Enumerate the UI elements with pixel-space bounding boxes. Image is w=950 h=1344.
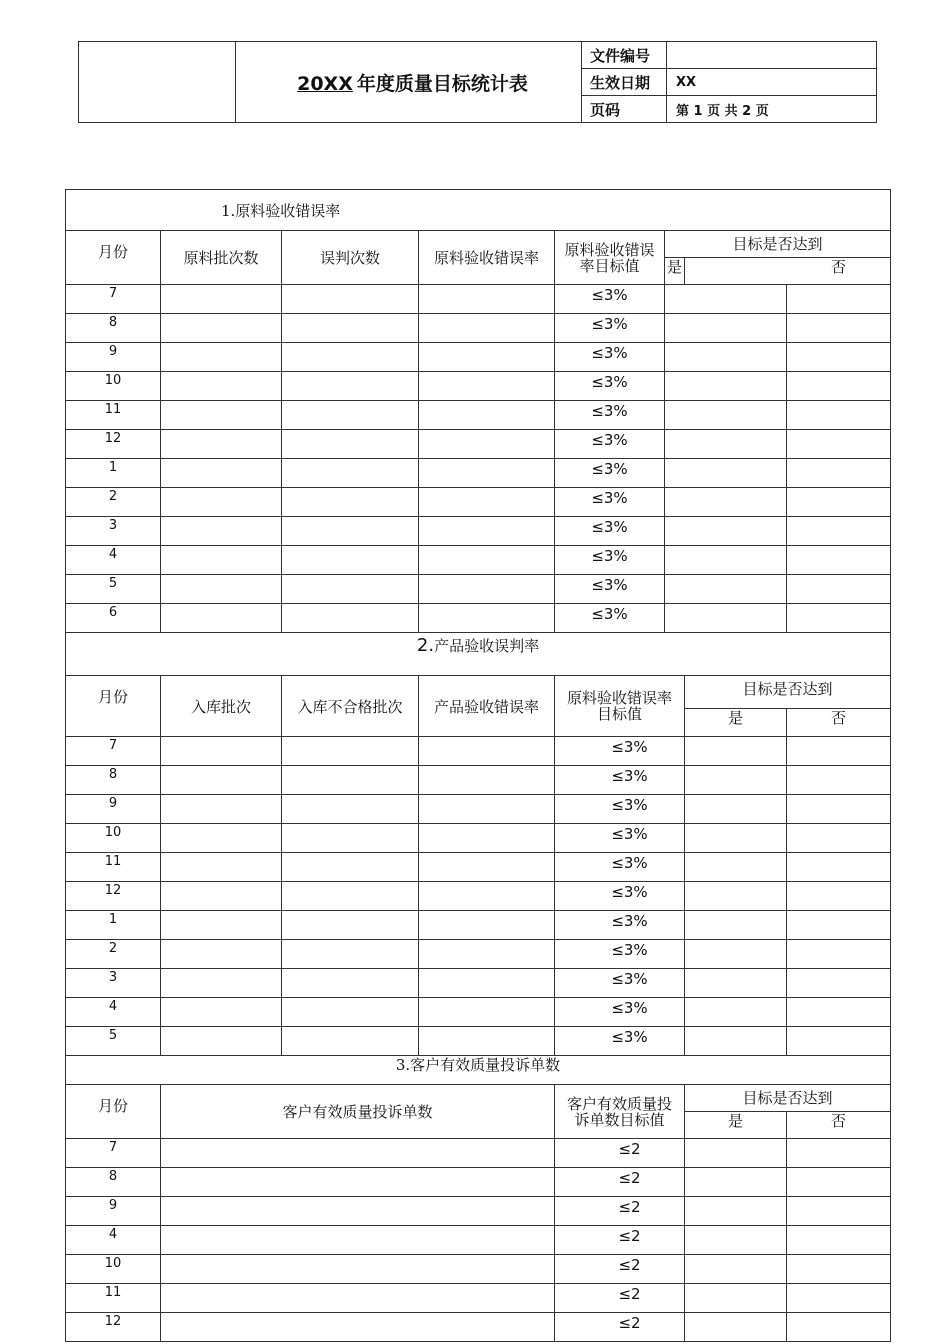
value-cell-2[interactable] <box>282 795 419 824</box>
column-header-3: 产品验收错误率 <box>419 676 555 737</box>
yes-column-header: 是 <box>685 1112 787 1139</box>
month-cell: 11 <box>66 401 161 430</box>
no-column-header: 否 <box>787 1112 891 1139</box>
value-cell-1[interactable] <box>161 459 282 488</box>
table-row <box>66 488 891 517</box>
value-cell-2[interactable] <box>282 488 419 517</box>
table-row <box>66 1313 891 1342</box>
title-text: 年度质量目标统计表 <box>356 72 528 95</box>
target-cell: ≤2 <box>555 1226 685 1255</box>
value-cell-3[interactable] <box>419 1027 555 1056</box>
complaints-cell[interactable] <box>161 1139 555 1168</box>
complaints-cell[interactable] <box>161 1168 555 1197</box>
column-header-3: 原料验收错误率 <box>419 231 555 285</box>
achieved-column-header: 目标是否达到 <box>685 1085 891 1112</box>
value-cell-1[interactable] <box>161 882 282 911</box>
yes-column-header: 是 <box>665 258 685 285</box>
yes-cell[interactable] <box>665 401 787 430</box>
yes-cell[interactable] <box>685 1255 787 1284</box>
target-cell: ≤2 <box>555 1139 685 1168</box>
value-cell-3[interactable] <box>419 969 555 998</box>
section-3-title-row <box>66 1056 891 1085</box>
value-cell-2[interactable] <box>282 1027 419 1056</box>
no-cell[interactable] <box>787 766 891 795</box>
section-1-title-row <box>66 190 891 231</box>
month-cell: 6 <box>66 604 161 633</box>
value-cell-3[interactable] <box>419 737 555 766</box>
effective-date-value: XX <box>667 69 877 96</box>
month-cell: 8 <box>66 766 161 795</box>
target-cell: ≤3% <box>555 795 685 824</box>
month-cell: 9 <box>66 343 161 372</box>
value-cell-1[interactable] <box>161 314 282 343</box>
section-2-title-row <box>66 633 891 676</box>
month-cell: 9 <box>66 1197 161 1226</box>
value-cell-1[interactable] <box>161 604 282 633</box>
value-cell-1[interactable] <box>161 575 282 604</box>
no-column-header: 否 <box>685 258 891 285</box>
no-cell[interactable] <box>787 795 891 824</box>
no-column-header: 否 <box>787 709 891 737</box>
yes-column-header: 是 <box>685 709 787 737</box>
no-cell[interactable] <box>787 1255 891 1284</box>
month-cell: 3 <box>66 517 161 546</box>
target-cell: ≤3% <box>555 372 665 401</box>
no-cell[interactable] <box>787 285 891 314</box>
no-cell[interactable] <box>787 1027 891 1056</box>
month-cell: 4 <box>66 546 161 575</box>
month-cell: 12 <box>66 430 161 459</box>
no-cell[interactable] <box>787 969 891 998</box>
yes-cell[interactable] <box>685 824 787 853</box>
value-cell-1[interactable] <box>161 285 282 314</box>
target-cell: ≤3% <box>555 575 665 604</box>
value-cell-3[interactable] <box>419 795 555 824</box>
table-row <box>66 343 891 372</box>
target-cell: ≤3% <box>555 488 665 517</box>
value-cell-3[interactable] <box>419 430 555 459</box>
month-cell: 11 <box>66 853 161 882</box>
yes-cell[interactable] <box>685 1313 787 1342</box>
page-number-label: 页码 <box>582 96 667 123</box>
yes-cell[interactable] <box>665 430 787 459</box>
yes-cell[interactable] <box>685 853 787 882</box>
month-cell: 10 <box>66 372 161 401</box>
complaints-cell[interactable] <box>161 1284 555 1313</box>
yes-cell[interactable] <box>665 285 787 314</box>
table-row <box>66 459 891 488</box>
complaints-cell[interactable] <box>161 1197 555 1226</box>
value-cell-2[interactable] <box>282 824 419 853</box>
value-cell-1[interactable] <box>161 824 282 853</box>
table-row <box>66 1168 891 1197</box>
no-cell[interactable] <box>787 546 891 575</box>
value-cell-3[interactable] <box>419 911 555 940</box>
month-cell: 7 <box>66 737 161 766</box>
table-row <box>66 969 891 998</box>
value-cell-3[interactable] <box>419 824 555 853</box>
month-cell: 10 <box>66 824 161 853</box>
page-number-value: 第 1 页 共 2 页 <box>667 96 877 123</box>
complaints-cell[interactable] <box>161 1313 555 1342</box>
value-cell-2[interactable] <box>282 314 419 343</box>
section-1-header-row <box>66 231 891 258</box>
month-cell: 2 <box>66 940 161 969</box>
complaints-cell[interactable] <box>161 1255 555 1284</box>
value-cell-2[interactable] <box>282 882 419 911</box>
target-cell: ≤3% <box>555 604 665 633</box>
value-cell-1[interactable] <box>161 488 282 517</box>
yes-cell[interactable] <box>685 1168 787 1197</box>
target-cell: ≤3% <box>555 401 665 430</box>
table-row <box>66 372 891 401</box>
yes-cell[interactable] <box>685 1027 787 1056</box>
yes-cell[interactable] <box>665 372 787 401</box>
month-cell: 10 <box>66 1255 161 1284</box>
table-row <box>66 795 891 824</box>
complaints-column-header: 客户有效质量投诉单数 <box>161 1085 555 1139</box>
value-cell-2[interactable] <box>282 969 419 998</box>
yes-cell[interactable] <box>665 459 787 488</box>
value-cell-3[interactable] <box>419 285 555 314</box>
month-cell: 5 <box>66 575 161 604</box>
section-title <box>66 1056 891 1085</box>
value-cell-3[interactable] <box>419 488 555 517</box>
value-cell-3[interactable] <box>419 882 555 911</box>
table-row <box>66 824 891 853</box>
target-cell: ≤2 <box>555 1197 685 1226</box>
section-title-text: 产品验收误判率 <box>434 637 540 655</box>
value-cell-3[interactable] <box>419 401 555 430</box>
value-cell-2[interactable] <box>282 372 419 401</box>
yes-cell[interactable] <box>665 517 787 546</box>
yes-cell[interactable] <box>685 1284 787 1313</box>
value-cell-3[interactable] <box>419 314 555 343</box>
column-header-2: 误判次数 <box>282 231 419 285</box>
table-row <box>66 737 891 766</box>
value-cell-2[interactable] <box>282 430 419 459</box>
yes-cell[interactable] <box>685 737 787 766</box>
value-cell-2[interactable] <box>282 575 419 604</box>
table-row <box>66 546 891 575</box>
value-cell-1[interactable] <box>161 911 282 940</box>
no-cell[interactable] <box>787 372 891 401</box>
yes-cell[interactable] <box>665 546 787 575</box>
title-year: 20XX <box>297 72 353 95</box>
value-cell-3[interactable] <box>419 459 555 488</box>
section-title-text: 1.原料验收错误率 <box>221 201 341 220</box>
no-cell[interactable] <box>787 882 891 911</box>
table-row <box>66 766 891 795</box>
no-cell[interactable] <box>787 1197 891 1226</box>
table-row <box>66 1139 891 1168</box>
target-cell: ≤3% <box>555 459 665 488</box>
section-title <box>66 190 891 231</box>
no-cell[interactable] <box>787 575 891 604</box>
yes-cell[interactable] <box>685 795 787 824</box>
logo-cell <box>79 42 236 123</box>
value-cell-2[interactable] <box>282 940 419 969</box>
value-cell-1[interactable] <box>161 969 282 998</box>
yes-cell[interactable] <box>665 575 787 604</box>
value-cell-2[interactable] <box>282 766 419 795</box>
no-cell[interactable] <box>787 1313 891 1342</box>
section-3-header-row <box>66 1085 891 1112</box>
column-header-1: 入库批次 <box>161 676 282 737</box>
table-row <box>66 1027 891 1056</box>
yes-cell[interactable] <box>665 488 787 517</box>
month-cell: 5 <box>66 1027 161 1056</box>
achieved-column-header: 目标是否达到 <box>685 676 891 709</box>
no-cell[interactable] <box>787 1168 891 1197</box>
target-cell: ≤3% <box>555 1027 685 1056</box>
value-cell-3[interactable] <box>419 604 555 633</box>
month-cell: 12 <box>66 1313 161 1342</box>
month-cell: 3 <box>66 969 161 998</box>
value-cell-2[interactable] <box>282 343 419 372</box>
column-header-2: 入库不合格批次 <box>282 676 419 737</box>
target-cell: ≤3% <box>555 766 685 795</box>
value-cell-3[interactable] <box>419 575 555 604</box>
target-cell: ≤3% <box>555 853 685 882</box>
table-row <box>66 401 891 430</box>
value-cell-1[interactable] <box>161 1027 282 1056</box>
yes-cell[interactable] <box>685 1226 787 1255</box>
no-cell[interactable] <box>787 459 891 488</box>
no-cell[interactable] <box>787 1226 891 1255</box>
no-cell[interactable] <box>787 911 891 940</box>
no-cell[interactable] <box>787 401 891 430</box>
target-cell: ≤3% <box>555 737 685 766</box>
yes-cell[interactable] <box>665 604 787 633</box>
file-number-value <box>667 42 877 69</box>
target-cell: ≤3% <box>555 969 685 998</box>
target-cell: ≤3% <box>555 998 685 1027</box>
value-cell-2[interactable] <box>282 517 419 546</box>
value-cell-3[interactable] <box>419 517 555 546</box>
section-title <box>66 633 891 676</box>
value-cell-2[interactable] <box>282 604 419 633</box>
yes-cell[interactable] <box>685 969 787 998</box>
table-row <box>66 1226 891 1255</box>
value-cell-1[interactable] <box>161 766 282 795</box>
value-cell-3[interactable] <box>419 343 555 372</box>
month-cell: 4 <box>66 998 161 1027</box>
complaints-cell[interactable] <box>161 1226 555 1255</box>
month-cell: 2 <box>66 488 161 517</box>
table-row <box>66 517 891 546</box>
target-column-header: 客户有效质量投诉单数目标值 <box>555 1085 685 1139</box>
value-cell-1[interactable] <box>161 795 282 824</box>
no-cell[interactable] <box>787 1284 891 1313</box>
yes-cell[interactable] <box>685 882 787 911</box>
value-cell-1[interactable] <box>161 372 282 401</box>
month-column-header: 月份 <box>66 676 161 737</box>
table-row <box>66 853 891 882</box>
document-header <box>78 41 877 123</box>
value-cell-1[interactable] <box>161 737 282 766</box>
value-cell-1[interactable] <box>161 546 282 575</box>
target-cell: ≤3% <box>555 314 665 343</box>
value-cell-3[interactable] <box>419 546 555 575</box>
document-title <box>236 42 582 123</box>
table-row <box>66 430 891 459</box>
value-cell-2[interactable] <box>282 546 419 575</box>
month-cell: 4 <box>66 1226 161 1255</box>
no-cell[interactable] <box>787 1139 891 1168</box>
value-cell-2[interactable] <box>282 459 419 488</box>
month-cell: 1 <box>66 911 161 940</box>
month-cell: 1 <box>66 459 161 488</box>
target-cell: ≤3% <box>555 546 665 575</box>
table-row <box>66 998 891 1027</box>
achieved-column-header: 目标是否达到 <box>665 231 891 258</box>
target-cell: ≤3% <box>555 911 685 940</box>
month-column-header: 月份 <box>66 231 161 285</box>
no-cell[interactable] <box>787 824 891 853</box>
value-cell-2[interactable] <box>282 998 419 1027</box>
month-cell: 7 <box>66 285 161 314</box>
table-row <box>66 911 891 940</box>
value-cell-3[interactable] <box>419 372 555 401</box>
target-cell: ≤3% <box>555 940 685 969</box>
value-cell-1[interactable] <box>161 517 282 546</box>
value-cell-3[interactable] <box>419 853 555 882</box>
value-cell-1[interactable] <box>161 853 282 882</box>
table-row <box>66 604 891 633</box>
table-row <box>66 285 891 314</box>
value-cell-2[interactable] <box>282 401 419 430</box>
file-number-label: 文件编号 <box>582 42 667 69</box>
value-cell-2[interactable] <box>282 737 419 766</box>
target-column-header: 原料验收错误率目标值 <box>555 676 685 737</box>
section-title-text: 3.客户有效质量投诉单数 <box>395 1056 561 1074</box>
value-cell-1[interactable] <box>161 998 282 1027</box>
month-cell: 9 <box>66 795 161 824</box>
no-cell[interactable] <box>787 737 891 766</box>
yes-cell[interactable] <box>685 940 787 969</box>
target-cell: ≤2 <box>555 1313 685 1342</box>
yes-cell[interactable] <box>685 911 787 940</box>
table-row <box>66 1255 891 1284</box>
value-cell-1[interactable] <box>161 430 282 459</box>
section-title-number: 2. <box>416 635 435 656</box>
no-cell[interactable] <box>787 343 891 372</box>
target-cell: ≤3% <box>555 824 685 853</box>
no-cell[interactable] <box>787 940 891 969</box>
table-row <box>66 940 891 969</box>
value-cell-2[interactable] <box>282 853 419 882</box>
target-cell: ≤2 <box>555 1255 685 1284</box>
yes-cell[interactable] <box>685 1139 787 1168</box>
no-cell[interactable] <box>787 853 891 882</box>
value-cell-3[interactable] <box>419 940 555 969</box>
no-cell[interactable] <box>787 314 891 343</box>
table-row <box>66 1197 891 1226</box>
month-cell: 7 <box>66 1139 161 1168</box>
target-cell: ≤2 <box>555 1168 685 1197</box>
yes-cell[interactable] <box>665 343 787 372</box>
target-cell: ≤2 <box>555 1284 685 1313</box>
value-cell-3[interactable] <box>419 998 555 1027</box>
no-cell[interactable] <box>787 488 891 517</box>
month-cell: 11 <box>66 1284 161 1313</box>
value-cell-1[interactable] <box>161 940 282 969</box>
column-header-1: 原料批次数 <box>161 231 282 285</box>
table-row <box>66 575 891 604</box>
section-2-header-row <box>66 676 891 709</box>
effective-date-label: 生效日期 <box>582 69 667 96</box>
yes-cell[interactable] <box>685 1197 787 1226</box>
value-cell-1[interactable] <box>161 343 282 372</box>
target-cell: ≤3% <box>555 285 665 314</box>
no-cell[interactable] <box>787 430 891 459</box>
target-cell: ≤3% <box>555 430 665 459</box>
table-row <box>66 1284 891 1313</box>
no-cell[interactable] <box>787 517 891 546</box>
quality-stats-table <box>65 189 891 1342</box>
yes-cell[interactable] <box>685 766 787 795</box>
value-cell-1[interactable] <box>161 401 282 430</box>
no-cell[interactable] <box>787 998 891 1027</box>
value-cell-2[interactable] <box>282 911 419 940</box>
no-cell[interactable] <box>787 604 891 633</box>
table-row <box>66 314 891 343</box>
month-cell: 12 <box>66 882 161 911</box>
month-cell: 8 <box>66 1168 161 1197</box>
yes-cell[interactable] <box>685 998 787 1027</box>
yes-cell[interactable] <box>665 314 787 343</box>
table-row <box>66 882 891 911</box>
target-cell: ≤3% <box>555 343 665 372</box>
month-column-header: 月份 <box>66 1085 161 1139</box>
target-cell: ≤3% <box>555 517 665 546</box>
value-cell-2[interactable] <box>282 285 419 314</box>
value-cell-3[interactable] <box>419 766 555 795</box>
target-cell: ≤3% <box>555 882 685 911</box>
target-column-header: 原料验收错误率目标值 <box>555 231 665 285</box>
month-cell: 8 <box>66 314 161 343</box>
